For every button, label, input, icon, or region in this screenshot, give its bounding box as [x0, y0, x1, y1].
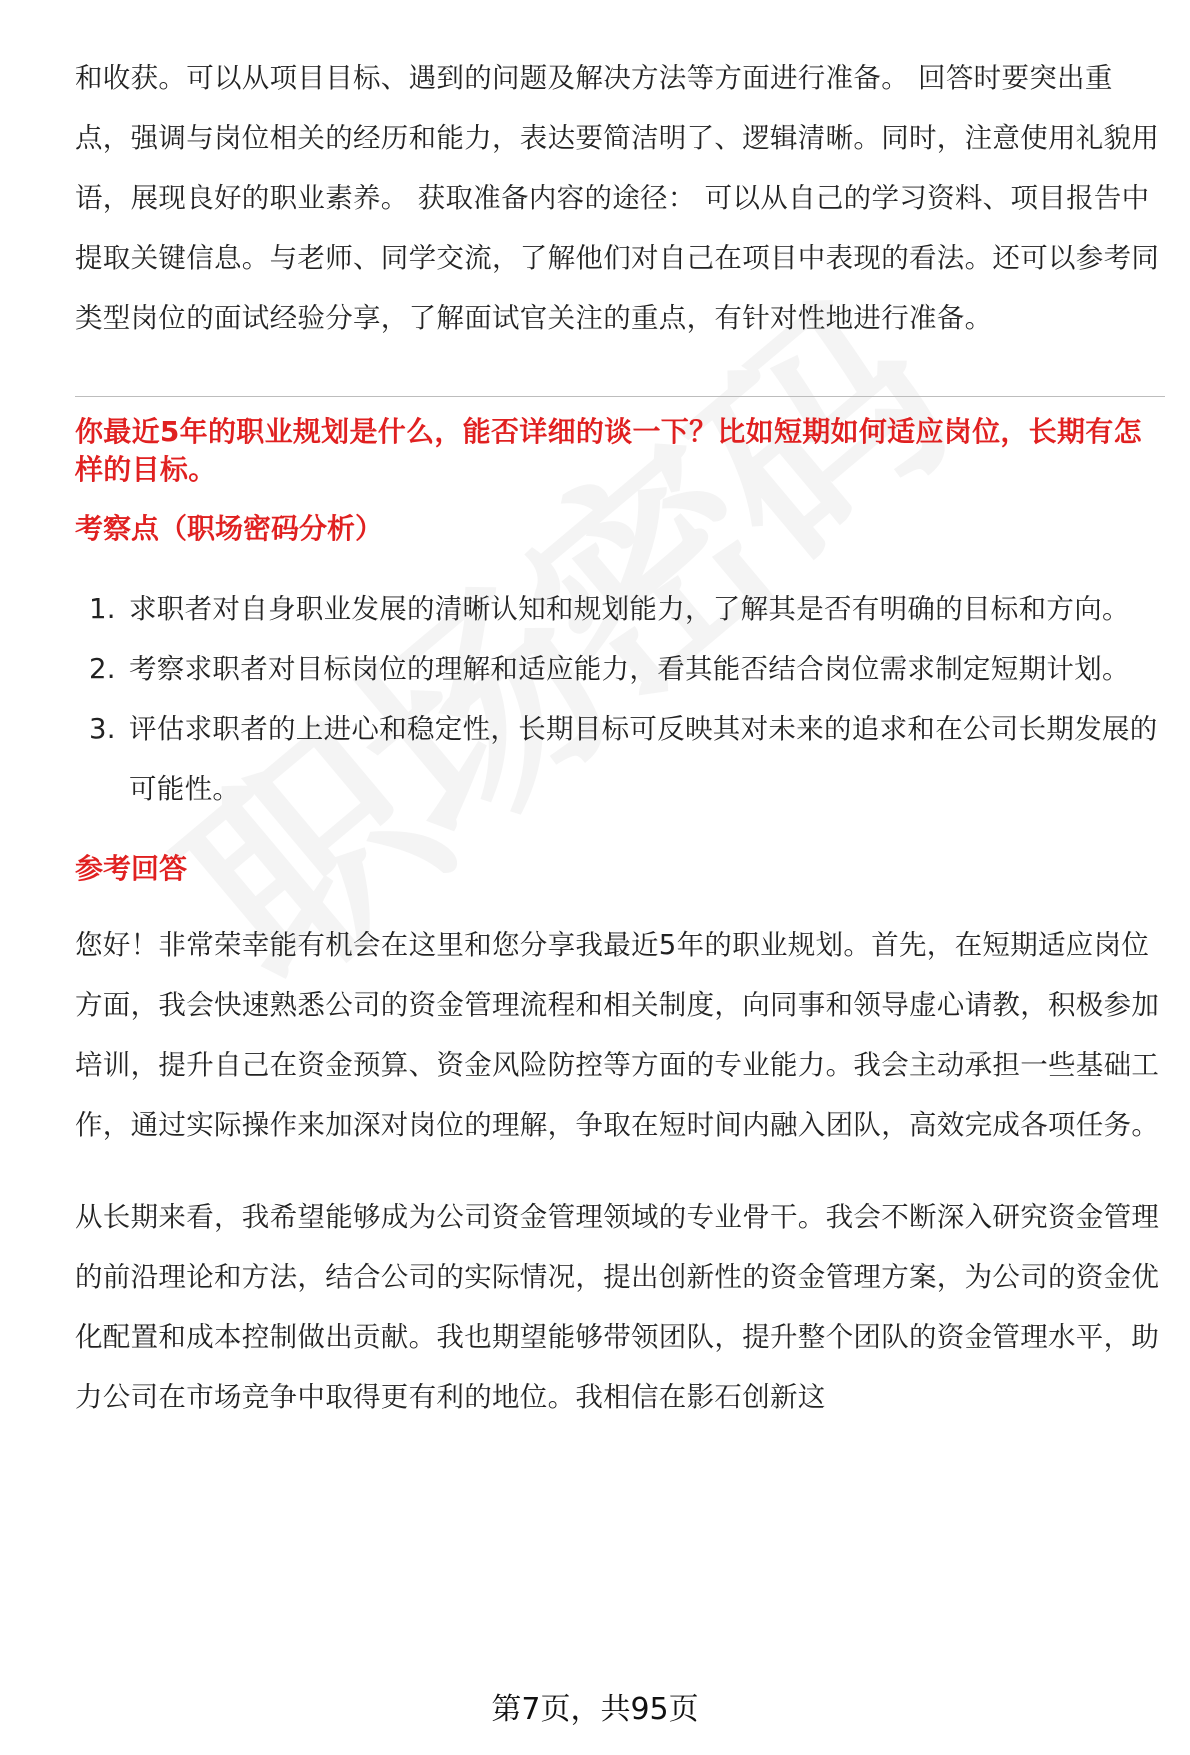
- list-item-text: 评估求职者的上进心和稳定性，长期目标可反映其对未来的追求和在公司长期发展的可能性。: [129, 713, 1158, 805]
- exam-points-heading: 考察点（职场密码分析）: [75, 512, 384, 545]
- list-item-number: 3.: [89, 713, 116, 745]
- interview-question: 你最近5年的职业规划是什么，能否详细的谈一下？比如短期如何适应岗位，长期有怎样的目标。: [75, 415, 1142, 486]
- list-item-text: 求职者对自身职业发展的清晰认知和规划能力，了解其是否有明确的目标和方向。: [129, 593, 1130, 625]
- reference-answer-heading: 参考回答: [75, 852, 188, 885]
- list-item: [75, 579, 1165, 639]
- page-number: 第7页，共95页: [491, 1692, 699, 1727]
- intro-paragraph: 和收获。可以从项目目标、遇到的问题及解决方法等方面进行准备。 回答时要突出重点，强调与岗位相关的经历和能力，表达要简洁明了、逻辑清晰。同时，注意使用礼貌用语，展现良好的职业素养。 获取准备内容的途径： 可以从自己的学习资料、项目报告中提取关键信息。与老师、同学交流，了解他们对自己在项目中表现的看法。还可以参考同类型岗位的面试经验分享，了解面试官关注的重点，有针对性地进行准备。: [75, 62, 1160, 334]
- page-content: [75, 48, 1165, 1427]
- list-item-number: 2.: [89, 653, 116, 685]
- exam-points-list: [75, 579, 1165, 819]
- list-item: [75, 639, 1165, 699]
- answer-paragraph-1: 您好！非常荣幸能有机会在这里和您分享我最近5年的职业规划。首先，在短期适应岗位方面，我会快速熟悉公司的资金管理流程和相关制度，向同事和领导虚心请教，积极参加培训，提升自己在资金预算、资金风险防控等方面的专业能力。我会主动承担一些基础工作，通过实际操作来加深对岗位的理解，争取在短时间内融入团队，高效完成各项任务。: [75, 929, 1160, 1141]
- list-item-text: 考察求职者对目标岗位的理解和适应能力，看其能否结合岗位需求制定短期计划。: [129, 653, 1130, 685]
- list-item: [75, 699, 1165, 819]
- list-item-number: 1.: [89, 593, 116, 625]
- answer-paragraph-2: 从长期来看，我希望能够成为公司资金管理领域的专业骨干。我会不断深入研究资金管理的前沿理论和方法，结合公司的实际情况，提出创新性的资金管理方案，为公司的资金优化配置和成本控制做出贡献。我也期望能够带领团队，提升整个团队的资金管理水平，助力公司在市场竞争中取得更有利的地位。我相信在影石创新这: [75, 1201, 1160, 1413]
- section-divider: [75, 396, 1165, 397]
